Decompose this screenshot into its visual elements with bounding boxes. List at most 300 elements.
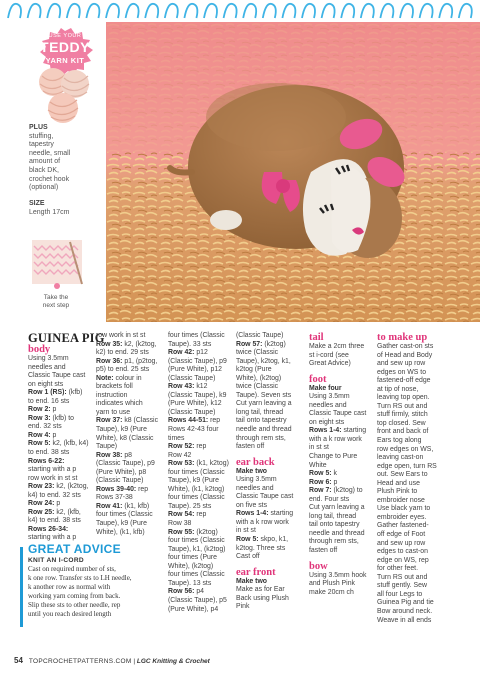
instruction-text: Turn RS out and bbox=[377, 402, 428, 410]
instruction-line bbox=[377, 505, 457, 514]
instruction-text: and sew up row bbox=[377, 539, 426, 547]
instruction-text: k2, (kfb, k4) bbox=[50, 440, 89, 448]
instruction-text: four times (Classic bbox=[168, 468, 225, 476]
instruction-text: rep bbox=[208, 417, 221, 425]
instruction-text: Make a 2cm three bbox=[309, 343, 365, 350]
instruction-line bbox=[377, 488, 457, 497]
instruction-line bbox=[377, 480, 457, 489]
instruction-text: Rows 37-38 bbox=[96, 494, 133, 502]
instruction-text: in st st bbox=[309, 444, 329, 452]
instruction-text: to end. 38 sts bbox=[28, 449, 70, 457]
instruction-text: st i-cord (see bbox=[309, 351, 349, 359]
instruction-text: needles and bbox=[28, 363, 66, 371]
instruction-line bbox=[168, 341, 234, 350]
instruction-line bbox=[236, 383, 304, 392]
instruction-line bbox=[377, 377, 457, 386]
instruction-text: (Classic Taupe) bbox=[168, 408, 216, 416]
advice-line: Slip these sts to other needle, rep bbox=[28, 600, 121, 609]
instruction-line bbox=[168, 435, 234, 444]
instruction-line bbox=[236, 476, 304, 485]
instruction-text: k4) to end. 32 sts bbox=[28, 491, 81, 499]
row-label: Row 43: bbox=[168, 383, 195, 391]
instruction-line bbox=[309, 462, 375, 471]
instruction-text: k2, (k2tog, bbox=[54, 483, 89, 491]
row-label: Row 57: bbox=[236, 340, 263, 348]
instruction-line bbox=[309, 589, 375, 598]
section-make-up-heading: to make up bbox=[377, 332, 428, 343]
instruction-text: k2, (kfb, bbox=[54, 508, 81, 516]
instruction-line bbox=[168, 563, 234, 572]
instruction-text: k2, (k2tog, bbox=[122, 340, 157, 348]
instruction-text: (k2tog) bbox=[262, 340, 286, 348]
instruction-text: (Classic Taupe), k9 bbox=[168, 391, 227, 399]
instruction-line bbox=[309, 521, 375, 530]
instruction-text: rep bbox=[136, 485, 149, 493]
row-label: Row 36: bbox=[96, 357, 123, 365]
instruction-text: Taupe), k9 (Pure bbox=[96, 426, 147, 434]
instruction-line bbox=[236, 400, 304, 409]
row-label: Row 55: bbox=[168, 528, 195, 536]
instruction-text: (Classic Taupe) bbox=[96, 477, 144, 485]
instruction-line bbox=[377, 446, 457, 455]
instruction-text: p4 bbox=[194, 588, 205, 596]
instruction-text: Back using Plush bbox=[236, 594, 289, 602]
instruction-text: instruction bbox=[96, 391, 128, 399]
instruction-text: p bbox=[54, 500, 61, 508]
instruction-text: k12 bbox=[194, 383, 208, 391]
ear-back-lines bbox=[236, 476, 304, 561]
instruction-text: rep bbox=[194, 443, 207, 451]
advice-line: working yarn coming from back. bbox=[28, 591, 121, 600]
instruction-line bbox=[96, 341, 166, 350]
page-number: 54 bbox=[14, 656, 23, 665]
instruction-line bbox=[168, 546, 234, 555]
binding-loop bbox=[8, 4, 21, 18]
instruction-text: rep bbox=[194, 511, 207, 519]
instruction-text: needle and thread bbox=[236, 426, 292, 434]
instruction-line bbox=[168, 520, 234, 529]
make-up-column bbox=[377, 332, 457, 625]
instruction-text: for other feet. bbox=[377, 565, 418, 573]
section-tail-heading: tail bbox=[309, 332, 324, 343]
instruction-line bbox=[377, 403, 457, 412]
instruction-text: Taupe). 33 sts bbox=[168, 340, 212, 348]
instruction-line bbox=[168, 409, 234, 418]
instruction-text: fasten off bbox=[236, 443, 265, 451]
binding-loop bbox=[282, 4, 295, 18]
instruction-text: colour in bbox=[113, 374, 142, 382]
guinea-pig-photo bbox=[106, 22, 480, 322]
instruction-line bbox=[168, 443, 234, 452]
instruction-line bbox=[309, 352, 375, 361]
plus-line: (optional) bbox=[29, 184, 59, 192]
row-label: Rows 1-4: bbox=[236, 510, 269, 518]
footer-separator: | bbox=[131, 658, 137, 665]
instruction-line bbox=[377, 531, 457, 540]
instruction-line bbox=[96, 409, 166, 418]
kit-teddy: TEDDY bbox=[40, 39, 90, 55]
instruction-line bbox=[96, 358, 166, 367]
row-label: Row 2: bbox=[28, 406, 51, 414]
binding-loop bbox=[67, 4, 80, 18]
instruction-text: long tail, thread bbox=[309, 512, 357, 520]
plus-line: tapestry bbox=[29, 141, 54, 149]
instruction-line bbox=[377, 540, 457, 549]
section-foot-heading: foot bbox=[309, 373, 327, 385]
instruction-text: tail onto tapestry bbox=[309, 521, 360, 529]
instruction-text: Cast off bbox=[236, 553, 260, 561]
instruction-text: k2tog. Three sts bbox=[236, 544, 286, 552]
instruction-text: Using 3.5mm bbox=[28, 355, 69, 362]
row-label: Row 52: bbox=[168, 443, 195, 451]
page-footer bbox=[14, 656, 210, 665]
instruction-line bbox=[168, 400, 234, 409]
instruction-text: (Pure White), p8 bbox=[96, 468, 147, 476]
instruction-text: twice (Classic bbox=[236, 349, 279, 357]
plus-line: black DK, bbox=[29, 166, 59, 174]
row-label: Rows 26-34: bbox=[28, 525, 69, 533]
size-info bbox=[29, 200, 105, 217]
instruction-text: at tip of nose, bbox=[377, 385, 419, 393]
instruction-line bbox=[377, 352, 457, 361]
instruction-line bbox=[309, 453, 375, 462]
instruction-text: Taupe). 25 sts bbox=[168, 502, 212, 510]
instruction-line bbox=[96, 443, 166, 452]
instruction-line bbox=[96, 477, 166, 486]
instruction-line bbox=[96, 400, 166, 409]
instruction-line bbox=[377, 574, 457, 583]
instruction-text: four times (Classic bbox=[168, 571, 225, 579]
instruction-text: Taupe). Seven sts bbox=[236, 391, 292, 399]
plus-line: stuffing, bbox=[29, 132, 54, 140]
body-lines-3 bbox=[168, 332, 234, 614]
instruction-text: Change to Pure bbox=[309, 453, 358, 461]
instruction-text: (kfb) bbox=[66, 389, 83, 397]
row-label: Row 35: bbox=[96, 340, 123, 348]
instruction-line bbox=[236, 519, 304, 528]
instruction-line bbox=[236, 493, 304, 502]
instruction-line bbox=[168, 597, 234, 606]
row-label: Row 4: bbox=[28, 431, 51, 439]
advice-line: Cast on required number of sts, bbox=[28, 565, 116, 573]
plus-line: amount of bbox=[29, 158, 61, 166]
binding-loop bbox=[420, 4, 433, 18]
instruction-text: and sew up row bbox=[377, 360, 426, 368]
binding-loop bbox=[341, 4, 354, 18]
instruction-line bbox=[96, 435, 166, 444]
instruction-line bbox=[168, 332, 234, 341]
instruction-line bbox=[168, 494, 234, 503]
instruction-line bbox=[377, 599, 457, 608]
binding-loop bbox=[86, 4, 99, 18]
instruction-text: p5) to end. 25 sts bbox=[96, 366, 150, 374]
instruction-line bbox=[309, 410, 375, 419]
instruction-line bbox=[309, 470, 375, 479]
plus-line: crochet hook bbox=[29, 175, 70, 183]
instruction-text: stuff gently. Sew bbox=[377, 582, 427, 590]
instruction-text: twice (Classic bbox=[236, 383, 279, 391]
instruction-text: needle and thread bbox=[309, 529, 365, 537]
instruction-text: indicates which bbox=[96, 400, 143, 408]
instruction-line bbox=[168, 417, 234, 426]
instruction-text: four times (Pure bbox=[168, 554, 218, 562]
row-label: Row 37: bbox=[96, 417, 123, 425]
instruction-line bbox=[96, 494, 166, 503]
size-value: Length 17cm bbox=[29, 208, 70, 216]
instruction-text: Rows 42-43 four bbox=[168, 426, 219, 434]
instruction-text: front and back of bbox=[377, 428, 429, 436]
instruction-text: White), (k1, kfb) bbox=[96, 528, 145, 536]
section-ear-back-heading: ear back bbox=[236, 456, 275, 468]
instruction-text: top closed. Sew bbox=[377, 419, 426, 427]
instruction-text: row work in st st bbox=[28, 474, 78, 482]
instruction-text: starting bbox=[341, 427, 367, 435]
tail-foot-bow-column bbox=[309, 332, 375, 597]
ear-front-lines bbox=[236, 586, 304, 612]
instruction-text: leaving cast-on bbox=[377, 454, 424, 462]
instruction-line bbox=[309, 572, 375, 581]
instruction-text: embroider nose bbox=[377, 496, 425, 504]
instruction-text: (k1, kfb) bbox=[122, 502, 150, 510]
instruction-text: through rem sts, bbox=[236, 434, 286, 442]
instruction-text: k2tog (Pure bbox=[236, 366, 272, 374]
instruction-text: White bbox=[309, 461, 327, 469]
body-instructions-column-3 bbox=[168, 332, 234, 614]
instruction-text: Taupe). 13 sts bbox=[168, 579, 212, 587]
instruction-text: edge on WS, rep bbox=[377, 556, 429, 564]
instruction-text: on five sts bbox=[236, 501, 268, 509]
instruction-text: p12 bbox=[194, 349, 208, 357]
instruction-line bbox=[168, 477, 234, 486]
row-label: Note: bbox=[96, 374, 114, 382]
instruction-line bbox=[168, 469, 234, 478]
instruction-line bbox=[96, 375, 166, 384]
instruction-line bbox=[168, 588, 234, 597]
advice-line: k another row as normal with bbox=[28, 582, 111, 591]
instruction-text: off edge of Foot bbox=[377, 531, 426, 539]
footer-magazine: LGC Knitting & Crochet bbox=[136, 658, 210, 665]
kit-yarn-kit: YARN KIT bbox=[45, 56, 85, 65]
row-label: Row 5: bbox=[28, 440, 51, 448]
yarn-balls-image bbox=[38, 66, 90, 126]
footer-site: TOPCROCHETPATTERNS.COM bbox=[28, 658, 132, 665]
instruction-line bbox=[377, 394, 457, 403]
instruction-text: Gather cast-on sts bbox=[377, 343, 434, 350]
instruction-text: row work in st st bbox=[96, 332, 146, 339]
body-instructions-column-2 bbox=[96, 332, 166, 537]
binding-loop bbox=[106, 4, 119, 18]
row-label: Rows 44-51: bbox=[168, 417, 209, 425]
knitting-swatch-image bbox=[30, 238, 84, 290]
instruction-line bbox=[309, 504, 375, 513]
section-ear-front-heading: ear front bbox=[236, 566, 276, 578]
instruction-line bbox=[168, 511, 234, 520]
instruction-line bbox=[377, 428, 457, 437]
instruction-text: k4) to end. 38 sts bbox=[28, 517, 81, 525]
instruction-text: p8 bbox=[122, 451, 133, 459]
instruction-line bbox=[96, 417, 166, 426]
plus-materials bbox=[29, 124, 105, 193]
instruction-line bbox=[236, 586, 304, 595]
instruction-text: times bbox=[168, 434, 185, 442]
instruction-text: Classic Taupe cast bbox=[28, 372, 86, 380]
binding-loop bbox=[439, 4, 452, 18]
row-label: Row 41: bbox=[96, 502, 123, 510]
instruction-line bbox=[309, 530, 375, 539]
swatch-caption bbox=[28, 294, 84, 310]
instruction-text: (Classic Taupe), p9 bbox=[168, 357, 227, 365]
instruction-text: Row 42 bbox=[168, 451, 192, 459]
instruction-line bbox=[168, 383, 234, 392]
instruction-line bbox=[168, 392, 234, 401]
instruction-line bbox=[309, 580, 375, 589]
instruction-text: (k2tog) bbox=[194, 528, 218, 536]
make-up-lines bbox=[377, 343, 457, 625]
instruction-line bbox=[96, 332, 166, 341]
instruction-line bbox=[96, 529, 166, 538]
instruction-line bbox=[377, 437, 457, 446]
kit-use-your: USE YOUR bbox=[48, 33, 82, 39]
instruction-text: embroider eyes. bbox=[377, 513, 427, 521]
instruction-line bbox=[168, 529, 234, 538]
instruction-line bbox=[236, 527, 304, 536]
ear-front-make: Make two bbox=[236, 577, 268, 585]
instruction-line bbox=[377, 497, 457, 506]
instruction-text: p bbox=[331, 478, 338, 486]
instruction-line bbox=[168, 366, 234, 375]
instruction-line bbox=[309, 479, 375, 488]
instruction-line bbox=[309, 393, 375, 402]
instruction-line bbox=[236, 435, 304, 444]
instruction-line bbox=[377, 369, 457, 378]
instruction-text: fasten off bbox=[309, 547, 338, 555]
instruction-line bbox=[236, 417, 304, 426]
instruction-line bbox=[309, 436, 375, 445]
instruction-line bbox=[236, 603, 304, 612]
instruction-line bbox=[377, 608, 457, 617]
swatch-caption-line: next step bbox=[42, 302, 70, 309]
swatch-caption-line: Take the bbox=[43, 294, 69, 301]
instruction-line bbox=[377, 411, 457, 420]
row-label: Row 5: bbox=[236, 536, 259, 544]
instruction-text: p bbox=[50, 406, 57, 414]
instruction-line bbox=[168, 554, 234, 563]
instruction-line bbox=[96, 460, 166, 469]
instruction-line bbox=[236, 553, 304, 562]
spiral-binding bbox=[0, 0, 480, 22]
instruction-text: row edges on WS, bbox=[377, 445, 434, 453]
binding-loop bbox=[184, 4, 197, 18]
ear-back-make: Make two bbox=[236, 467, 268, 475]
instruction-line bbox=[96, 469, 166, 478]
instruction-text: Taupe), k9 (Pure bbox=[96, 520, 147, 528]
instruction-line bbox=[377, 386, 457, 395]
instruction-text: (Pure White), p12 bbox=[168, 366, 222, 374]
instruction-text: edges to cast-on bbox=[377, 548, 428, 556]
section-body-heading: body bbox=[28, 344, 51, 355]
instruction-text: with a k row work bbox=[309, 435, 362, 443]
binding-loop bbox=[459, 4, 472, 18]
instruction-text: Bow around neck. bbox=[377, 607, 433, 615]
instruction-line bbox=[168, 486, 234, 495]
instruction-text: Classic Taupe cast bbox=[309, 410, 367, 418]
instruction-line bbox=[96, 486, 166, 495]
instruction-line bbox=[168, 375, 234, 384]
binding-loop bbox=[243, 4, 256, 18]
advice-subtitle: KNIT AN I-CORD bbox=[28, 557, 84, 564]
instruction-line bbox=[377, 557, 457, 566]
advice-title: GREAT ADVICE bbox=[28, 542, 121, 556]
instruction-text: (Classic Taupe) bbox=[168, 374, 216, 382]
instruction-text: Head and use bbox=[377, 479, 420, 487]
instruction-text: four times (Classic bbox=[96, 511, 153, 519]
body-lines-4 bbox=[236, 332, 304, 452]
instruction-text: p1, (p2tog, bbox=[122, 357, 158, 365]
instruction-text: starting bbox=[268, 510, 294, 518]
pattern-title: GUINEA PIG bbox=[28, 331, 105, 345]
binding-loop bbox=[204, 4, 217, 18]
instruction-line bbox=[168, 537, 234, 546]
instruction-line bbox=[168, 358, 234, 367]
instruction-line bbox=[96, 520, 166, 529]
plus-heading: PLUS bbox=[29, 124, 48, 131]
instruction-text: brackets foll bbox=[96, 383, 133, 391]
instruction-line bbox=[168, 452, 234, 461]
foot-lines bbox=[309, 393, 375, 555]
instruction-line bbox=[309, 513, 375, 522]
instruction-text: k bbox=[331, 470, 337, 478]
instruction-line bbox=[168, 426, 234, 435]
instruction-line bbox=[236, 545, 304, 554]
instruction-line bbox=[377, 343, 457, 352]
row-label: Row 56: bbox=[168, 588, 195, 596]
instruction-line bbox=[377, 548, 457, 557]
instruction-line bbox=[168, 503, 234, 512]
instruction-text: Weave in all ends bbox=[377, 616, 432, 624]
bow-lines bbox=[309, 572, 375, 598]
instruction-text: Turn RS out and bbox=[377, 573, 428, 581]
instruction-text: (Classic Taupe), p9 bbox=[96, 460, 155, 468]
instruction-text: Using 3.5mm hook bbox=[309, 571, 367, 579]
instruction-text: (kfb) to bbox=[50, 414, 74, 422]
instruction-text: yarn to use bbox=[96, 408, 131, 416]
instruction-text: end. 32 sts bbox=[28, 423, 62, 431]
instruction-line bbox=[168, 460, 234, 469]
instruction-text: Guinea Pig and tie bbox=[377, 599, 434, 607]
instruction-text: Cut yarn leaving a bbox=[309, 504, 365, 512]
instruction-text: all four Legs to bbox=[377, 590, 423, 598]
instruction-text: Classic Taupe cast bbox=[236, 493, 294, 501]
instruction-line bbox=[309, 402, 375, 411]
instruction-line bbox=[236, 536, 304, 545]
instruction-line bbox=[377, 522, 457, 531]
binding-loop bbox=[322, 4, 335, 18]
instruction-text: Make as for Ear bbox=[236, 586, 285, 594]
instruction-text: leaving top open. bbox=[377, 394, 430, 402]
row-label: Rows 6-22: bbox=[28, 457, 65, 465]
instruction-line bbox=[168, 606, 234, 615]
instruction-text: k2) to end. 29 sts bbox=[96, 349, 149, 357]
instruction-text: in st st bbox=[236, 527, 256, 535]
row-label: Row 1 (RS): bbox=[28, 389, 67, 397]
row-label: Row 5: bbox=[309, 470, 332, 478]
instruction-line bbox=[236, 358, 304, 367]
row-label: Row 7: bbox=[309, 487, 332, 495]
size-heading: SIZE bbox=[29, 200, 45, 207]
instruction-text: Taupe), k1, (k2tog) bbox=[168, 545, 226, 553]
binding-loop bbox=[28, 4, 41, 18]
instruction-line bbox=[377, 360, 457, 369]
